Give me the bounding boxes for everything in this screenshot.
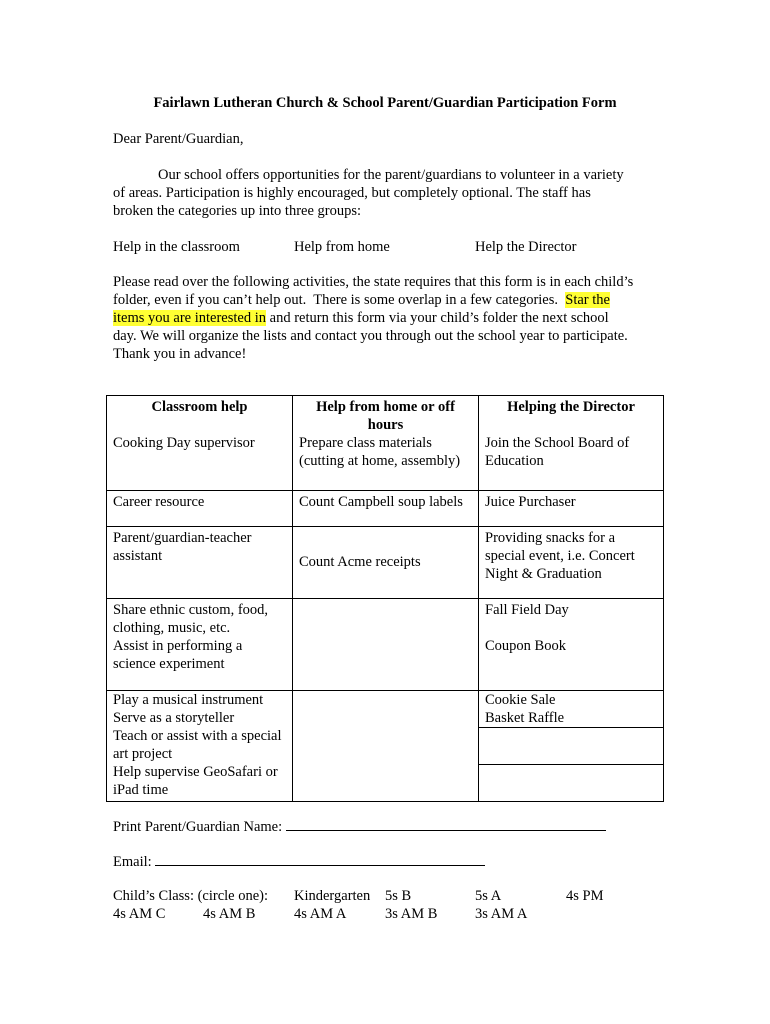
email-field[interactable] bbox=[113, 851, 485, 871]
cell-item: Assist in performing a science experiment bbox=[113, 637, 243, 672]
class-option-3s-am-a[interactable]: 3s AM A bbox=[475, 906, 528, 922]
class-option-4s-am-c[interactable]: 4s AM C bbox=[113, 906, 166, 922]
class-option-4s-am-a[interactable]: 4s AM A bbox=[294, 906, 347, 922]
instructions-line-4: day. We will organize the lists and contact you through out the school year to participate. bbox=[113, 328, 628, 344]
name-field-label: Print Parent/Guardian Name: bbox=[113, 819, 283, 835]
cell-item: Serve as a storyteller bbox=[113, 709, 235, 726]
table-cell bbox=[293, 690, 479, 801]
name-field[interactable] bbox=[113, 816, 606, 836]
instructions-line-2-text: folder, even if you can’t help out. There is some overlap in a few categories. bbox=[113, 292, 566, 308]
group-classroom: Help in the classroom bbox=[113, 239, 240, 255]
instructions-line-3-text: and return this form via your child’s folder the next school bbox=[266, 310, 609, 326]
table-row bbox=[107, 690, 664, 801]
header-director: Helping the Director bbox=[479, 396, 664, 435]
intro-line-1: Our school offers opportunities for the parent/guardians to volunteer in a variety bbox=[158, 167, 624, 183]
class-option-4s-am-b[interactable]: 4s AM B bbox=[203, 906, 256, 922]
activities-table bbox=[106, 395, 664, 802]
table-cell: Cooking Day supervisor bbox=[107, 434, 293, 490]
table-cell bbox=[479, 598, 664, 690]
name-field-line[interactable] bbox=[286, 816, 606, 831]
page-title: Fairlawn Lutheran Church & School Parent/Guardian Participation Form bbox=[153, 95, 617, 111]
table-row bbox=[107, 490, 664, 526]
sub-cell bbox=[479, 728, 663, 765]
class-option-4s-pm[interactable]: 4s PM bbox=[566, 888, 604, 904]
class-option-kindergarten[interactable]: Kindergarten bbox=[294, 888, 371, 904]
cell-item: Teach or assist with a special art project bbox=[113, 727, 282, 762]
highlight-star: Star the bbox=[565, 292, 610, 308]
salutation: Dear Parent/Guardian, bbox=[113, 131, 244, 147]
table-cell: Career resource bbox=[107, 490, 293, 526]
table-row bbox=[107, 434, 664, 490]
table-cell bbox=[479, 690, 664, 801]
cell-item: Play a musical instrument bbox=[113, 691, 264, 708]
header-classroom: Classroom help bbox=[107, 396, 293, 435]
table-cell: Count Campbell soup labels bbox=[293, 490, 479, 526]
table-cell: Juice Purchaser bbox=[479, 490, 664, 526]
instructions-paragraph bbox=[113, 273, 673, 363]
cell-item: Basket Raffle bbox=[485, 709, 565, 726]
sub-cell bbox=[479, 691, 663, 728]
cell-item: Help supervise GeoSafari or iPad time bbox=[113, 763, 278, 798]
class-option-3s-am-b[interactable]: 3s AM B bbox=[385, 906, 438, 922]
table-cell: Count Acme receipts bbox=[293, 526, 479, 598]
highlight-items: items you are interested in bbox=[113, 310, 267, 326]
table-cell bbox=[293, 598, 479, 690]
instructions-line-3 bbox=[113, 309, 673, 327]
header-home: Help from home or off hours bbox=[293, 396, 479, 435]
email-field-line[interactable] bbox=[155, 851, 485, 866]
cell-item: Coupon Book bbox=[485, 637, 566, 654]
class-option-5s-b[interactable]: 5s B bbox=[385, 888, 412, 904]
table-cell: Join the School Board of Education bbox=[479, 434, 664, 490]
instructions-line-2 bbox=[113, 291, 673, 309]
intro-paragraph bbox=[113, 166, 673, 220]
cell-item: Share ethnic custom, food, clothing, music, etc. bbox=[113, 601, 269, 636]
group-home: Help from home bbox=[294, 239, 390, 255]
table-cell bbox=[107, 690, 293, 801]
table-cell: Parent/guardian-teacher assistant bbox=[107, 526, 293, 598]
class-choice-label: Child’s Class: (circle one): bbox=[113, 888, 269, 904]
table-cell: Providing snacks for a special event, i.e. Concert Night & Graduation bbox=[479, 526, 664, 598]
instructions-line-1: Please read over the following activities, the state requires that this form is in each child’s bbox=[113, 274, 634, 290]
instructions-line-5: Thank you in advance! bbox=[113, 346, 247, 362]
cell-item: Cookie Sale bbox=[485, 691, 556, 708]
email-field-label: Email: bbox=[113, 854, 152, 870]
table-row bbox=[107, 598, 664, 690]
cell-item: Fall Field Day bbox=[485, 601, 569, 618]
group-director: Help the Director bbox=[475, 239, 577, 255]
intro-line-2: of areas. Participation is highly encouraged, but completely optional. The staff has bbox=[113, 185, 591, 201]
table-cell bbox=[107, 598, 293, 690]
intro-line-3: broken the categories up into three groups: bbox=[113, 203, 362, 219]
table-cell: Prepare class materials (cutting at home, assembly) bbox=[293, 434, 479, 490]
table-row bbox=[107, 526, 664, 598]
table-header-row bbox=[107, 396, 664, 435]
sub-cell bbox=[479, 765, 663, 801]
class-option-5s-a[interactable]: 5s A bbox=[475, 888, 502, 904]
